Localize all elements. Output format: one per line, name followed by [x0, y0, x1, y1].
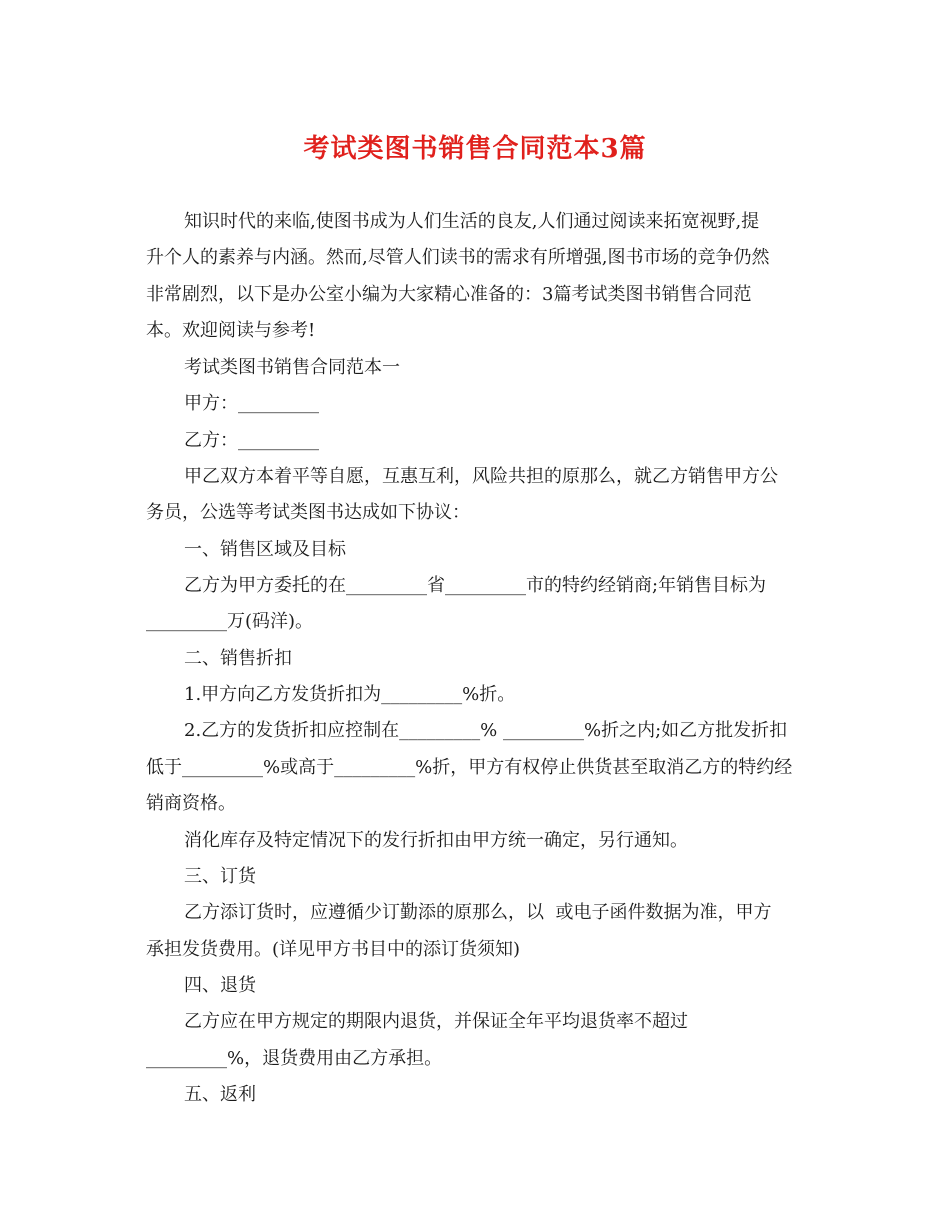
party-b-line: 乙方：_________ [184, 430, 319, 451]
contract-heading: 考试类图书销售合同范本一 [184, 357, 400, 378]
section-2-note: 消化库存及特定情况下的发行折扣由甲方统一确定，另行通知。 [184, 830, 688, 851]
document-title: 考试类图书销售合同范本3篇 [303, 134, 647, 164]
agreement-line-2: 务员，公选等考试类图书达成如下协议： [146, 502, 470, 523]
section-3-heading: 三、订货 [184, 866, 256, 887]
section-2-item-2-line-1: 2.乙方的发货折扣应控制在_________% _________%折之内;如乙方批发折扣 [184, 720, 788, 741]
section-1-line-1: 乙方为甲方委托的在_________省_________市的特约经销商;年销售目标为 [184, 575, 767, 596]
section-4-heading: 四、退货 [184, 975, 256, 996]
section-3-line-2: 承担发货费用。(详见甲方书目中的添订货须知) [146, 939, 521, 960]
section-4-line-1: 乙方应在甲方规定的期限内退货，并保证全年平均退货率不超过 [184, 1011, 688, 1032]
intro-line-4: 本。欢迎阅读与参考! [146, 320, 316, 341]
section-3-line-1: 乙方添订货时，应遵循少订勤添的原那么，以 或电子函件数据为准，甲方 [184, 902, 772, 923]
intro-line-1: 知识时代的来临,使图书成为人们生活的良友,人们通过阅读来拓宽视野,提 [184, 211, 760, 232]
section-5-heading: 五、返利 [184, 1084, 256, 1105]
section-1-line-2: _________万(码洋)。 [146, 611, 314, 632]
section-2-heading: 二、销售折扣 [184, 648, 292, 669]
section-1-heading: 一、销售区域及目标 [184, 539, 346, 560]
intro-line-3: 非常剧烈，以下是办公室小编为大家精心准备的：3篇考试类图书销售合同范 [146, 284, 752, 305]
section-2-item-2-line-2: 低于_________%或高于_________%折，甲方有权停止供货甚至取消乙方的特约经 [146, 757, 793, 778]
section-4-line-2: _________%，退货费用由乙方承担。 [146, 1048, 443, 1069]
party-a-line: 甲方：_________ [184, 393, 319, 414]
section-2-item-2-line-3: 销商资格。 [146, 793, 236, 814]
section-2-item-1: 1.甲方向乙方发货折扣为_________%折。 [184, 684, 516, 705]
agreement-line-1: 甲乙双方本着平等自愿，互惠互利，风险共担的原那么，就乙方销售甲方公 [184, 466, 778, 487]
intro-line-2: 升个人的素养与内涵。然而,尽管人们读书的需求有所增强,图书市场的竞争仍然 [146, 247, 770, 268]
